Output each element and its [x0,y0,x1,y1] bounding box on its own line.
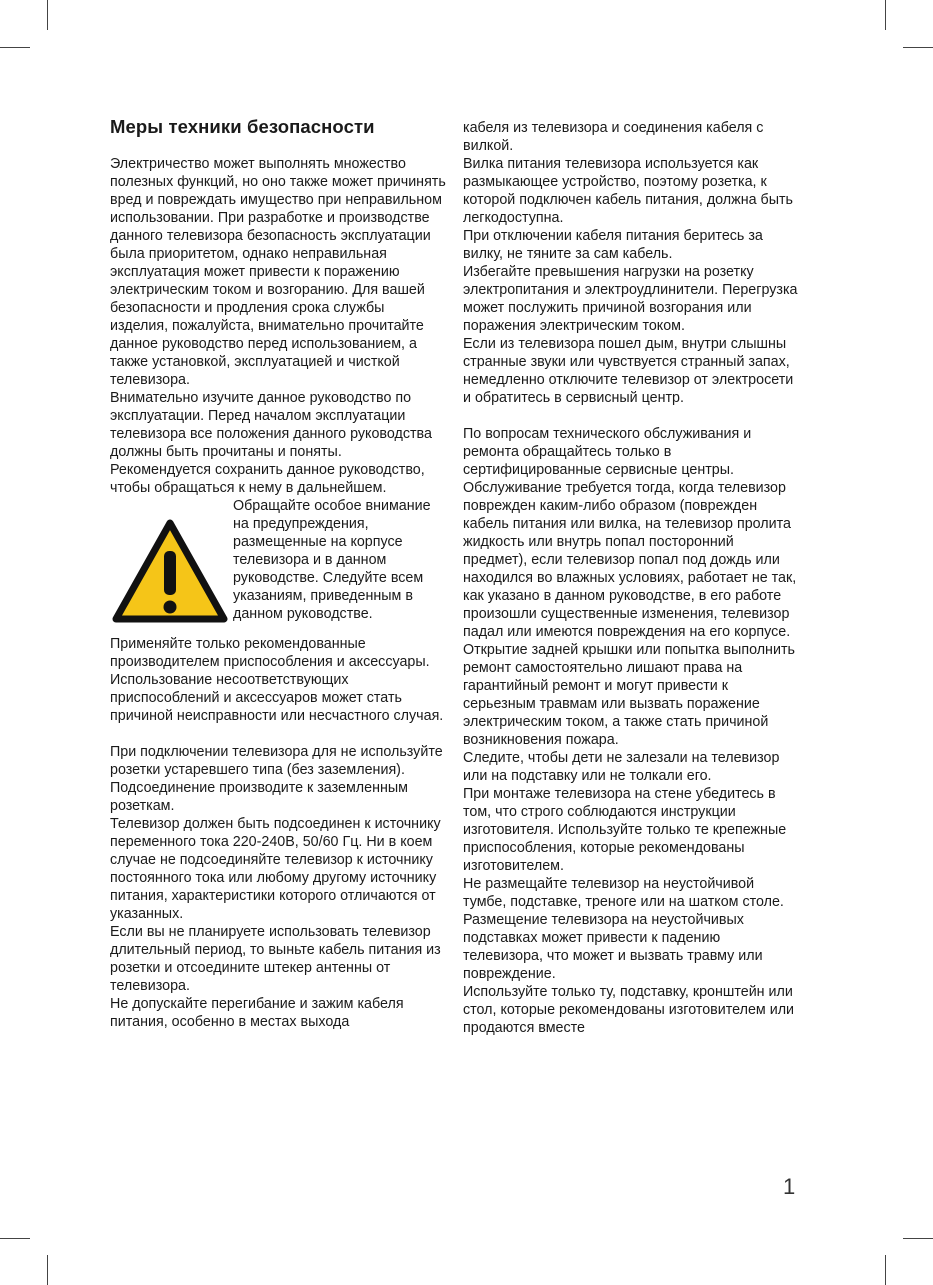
paragraph: Не допускайте перегибание и зажим кабеля питания, особенно в местах выхода [110,996,404,1030]
paragraph: Вилка питания телевизора используется как размыкающее устройство, поэтому розетка, к которой подключен кабель питания, должна быть легкодоступна. [463,156,793,226]
paragraph: При отключении кабеля питания беритесь за вилку, не тяните за сам кабель. [463,228,763,262]
paragraph: При монтаже телевизора на стене убедитесь в том, что строго соблюдаются инструкции изготовителя. Используйте только те крепежные приспособления, которые рекомендованы изготовителем. [463,786,787,874]
warning-block [110,497,446,635]
right-column [463,119,799,1037]
paragraph: Использование несоответствующих приспособлений и аксессуаров может стать причиной неисправности или несчастного случая. [110,672,444,724]
paragraph: Применяйте только рекомендованные производителем приспособления и аксессуары. [110,636,430,670]
paragraph: Не размещайте телевизор на неустойчивой тумбе, подставке, треноге или на шатком столе. Размещение телевизора на неустойчивых подставках может привести к падению телевизора, что может и вызвать травму или повреждение. [463,876,784,982]
crop-mark [47,1255,48,1285]
paragraph: Внимательно изучите данное руководство по эксплуатации. Перед началом эксплуатации телевизора все положения данного руководства должны быть прочитаны и поняты. [110,390,432,460]
crop-mark [885,1255,886,1285]
page-number: 1 [783,1174,796,1199]
paragraph: Следите, чтобы дети не залезали на телевизор или на подставку или не толкали его. [463,750,780,784]
paragraph: Если из телевизора пошел дым, внутри слышны странные звуки или чувствуется странный запах, немедленно отключите телевизор от электросети и обратитесь в сервисный центр. [463,336,794,406]
left-column [110,155,446,1031]
paragraph: По вопросам технического обслуживания и ремонта обращайтесь только в сертифицированные сервисные центры. [463,426,752,478]
crop-mark [47,0,48,30]
paragraph: Телевизор должен быть подсоединен к источнику переменного тока 220-240В, 50/60 Гц. Ни в коем случае не подсоединяйте телевизор к источнику постоянного тока или любому другому источнику питания, характеристики которого отличаются от указанных. [110,816,441,922]
paragraph: Открытие задней крышки или попытка выполнить ремонт самостоятельно лишают права на гарантийный ремонт и могут привести к серьезным травмам или вызвать поражение электрическим током, а также стать причиной возникновения пожара. [463,642,795,748]
paragraph: кабеля из телевизора и соединения кабеля с вилкой. [463,120,764,154]
page-title: Меры техники безопасности [110,116,375,137]
paragraph: Электричество может выполнять множество полезных функций, но оно также может причинять вред и повреждать имущество при неправильном использовании. При разработке и производстве данного телевизора безопасность эксплуатации была приоритетом, однако неправильная эксплуатация может привести к поражению электрическим током и возгоранию. Для вашей безопасности и продления срока службы изделия, пожалуйста, внимательно прочитайте данное руководство перед использованием, а также установкой, эксплуатацией и чисткой телевизора. [110,156,446,388]
paragraph: Если вы не планируете использовать телевизор длительный период, то выньте кабель питания из розетки и отсоедините штекер антенны от телевизора. [110,924,441,994]
crop-mark [885,0,886,30]
crop-mark [903,47,933,48]
crop-mark [0,47,30,48]
paragraph: Обслуживание требуется тогда, когда телевизор поврежден каким-либо образом (поврежден кабель питания или вилка, на телевизор пролита жидкость или внутрь попал посторонний предмет), если телевизор попал под дождь или находился во влажных условиях, работает не так, как указано в данном руководстве, в его работе произошли существенные изменения, телевизор падал или имеются повреждения на его корпусе. [463,480,797,640]
crop-mark [0,1238,30,1239]
paragraph: Избегайте превышения нагрузки на розетку электропитания и электроудлинители. Перегрузка может послужить причиной возгорания или поражения электрическим током. [463,264,798,334]
paragraph: Используйте только ту, подставку, кронштейн или стол, которые рекомендованы изготовителем или продаются вместе [463,984,795,1036]
paragraph: Рекомендуется сохранить данное руководство, чтобы обращаться к нему в дальнейшем. [110,462,425,496]
warning-triangle-icon [110,515,230,635]
warning-text: Обращайте особое внимание на предупреждения, размещенные на корпусе телевизора и в данном руководстве. Следуйте всем указаниям, приведенным в данном руководстве. [233,498,431,622]
crop-mark [903,1238,933,1239]
paragraph: При подключении телевизора для не используйте розетки устаревшего типа (без заземления). Подсоединение производите к заземленным розеткам. [110,744,443,814]
